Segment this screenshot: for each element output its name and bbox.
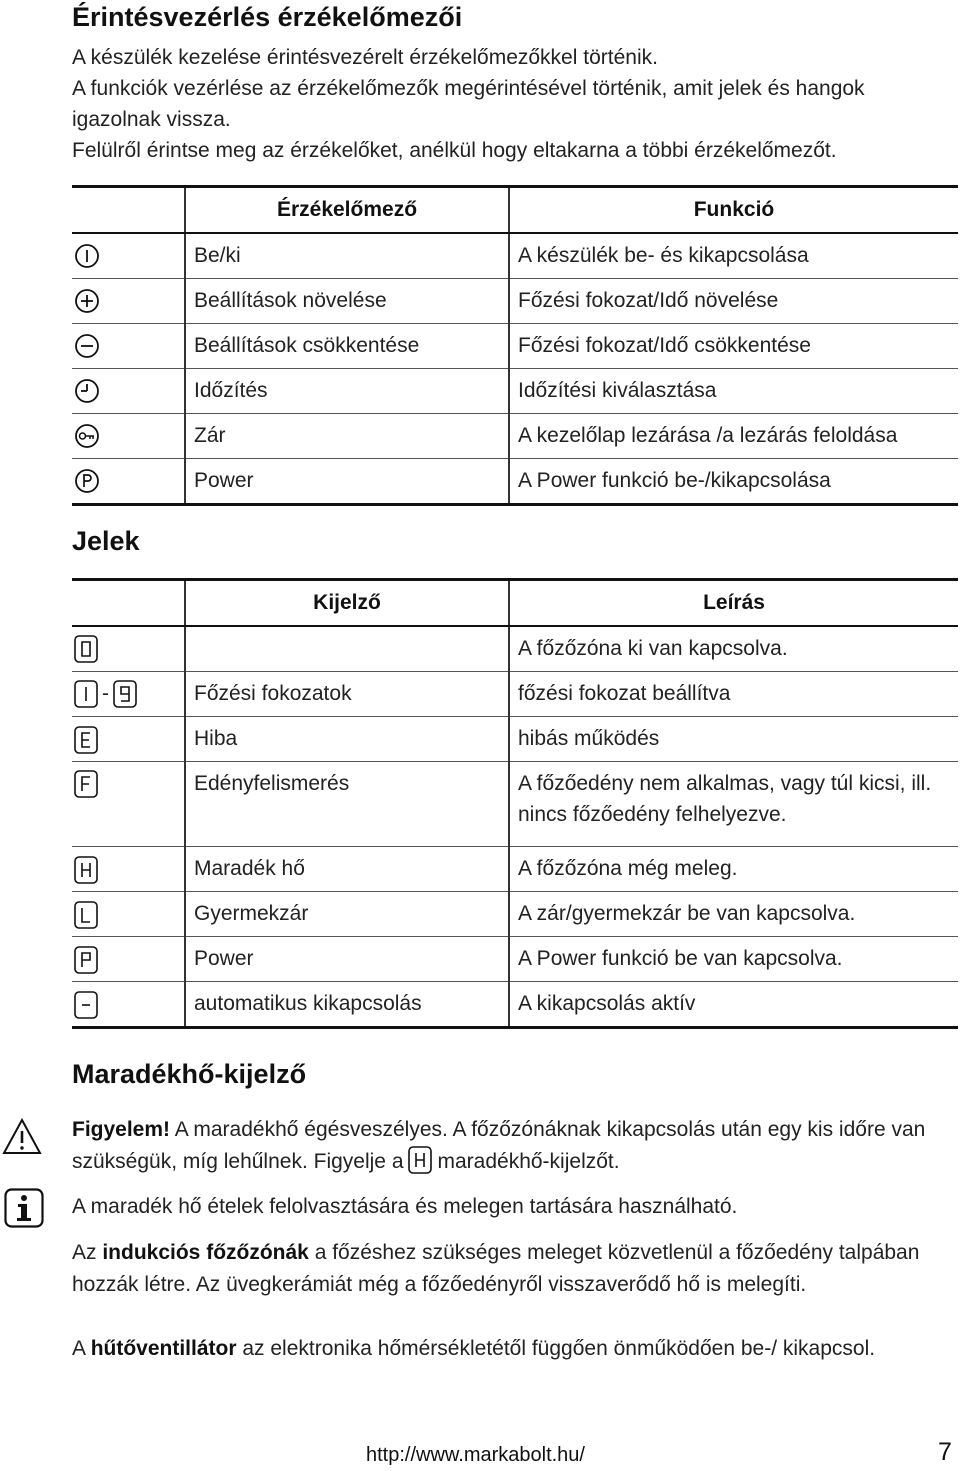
table-row — [72, 762, 958, 847]
fan-bold: hűtőventillátor — [90, 1337, 237, 1360]
sensor-function: A Power funkció be-/kikapcsolása — [509, 459, 958, 505]
sensor-function: Főzési fokozat/Idő növelése — [509, 279, 958, 324]
sensor-field-name: Zár — [185, 414, 509, 459]
sensor-field-name: Időzítés — [185, 369, 509, 414]
table-row — [72, 233, 958, 279]
sensor-function: Időzítési kiválasztása — [509, 369, 958, 414]
power-circle-icon — [74, 243, 100, 269]
section-heading-touch-sensors: Érintésvezérlés érzékelőmezői — [72, 2, 463, 32]
induction-paragraph — [72, 1237, 952, 1301]
intro-paragraph: A funkciók vezérlése az érzékelőmezők megérintésével történik, amit jelek és hangok igazolnak vissza. — [72, 77, 865, 131]
sensor-field-name: Beállítások növelése — [185, 279, 509, 324]
display-description: hibás működés — [509, 717, 958, 762]
table-header-field: Érzékelőmező — [185, 187, 509, 234]
fan-pre: A — [72, 1337, 91, 1360]
sensor-field-table — [72, 185, 958, 506]
footer-url: http://www.markabolt.hu/ — [366, 1444, 585, 1466]
segment-dash-icon — [74, 991, 98, 1019]
info-icon — [4, 1188, 44, 1228]
segment-digit-0-icon — [74, 635, 98, 663]
segment-letter-e-icon — [74, 726, 98, 754]
table-row — [72, 982, 958, 1028]
info-note — [72, 1191, 952, 1223]
section-heading-signals: Jelek — [72, 526, 140, 556]
sensor-function: A készülék be- és kikapcsolása — [509, 233, 958, 279]
segment-letter-l-icon — [74, 901, 98, 929]
display-name: Maradék hő — [185, 847, 509, 892]
key-circle-icon — [74, 423, 100, 449]
display-description: A főzőzóna még meleg. — [509, 847, 958, 892]
display-description: A kikapcsolás aktív — [509, 982, 958, 1028]
table-header-display: Kijelző — [185, 580, 509, 627]
table-row — [72, 626, 958, 672]
display-name: automatikus kikapcsolás — [185, 982, 509, 1028]
display-name: Főzési fokozatok — [185, 672, 509, 717]
intro-text — [72, 42, 952, 166]
warning-label: Figyelem! — [72, 1118, 171, 1141]
segment-digit-1-icon — [74, 680, 98, 708]
info-text: A maradék hő ételek felolvasztására és melegen tartására használható. — [72, 1195, 738, 1218]
induction-post: a főzéshez szükséges meleget közvetlenül a főzőedény talpában hozzák létre. Az üvegkerámiát még a főzőedényről visszaverődő hő is melegíti. — [72, 1241, 920, 1296]
display-description: A Power funkció be van kapcsolva. — [509, 937, 958, 982]
table-row — [72, 672, 958, 717]
table-row — [72, 717, 958, 762]
table-row — [72, 892, 958, 937]
table-row — [72, 847, 958, 892]
intro-paragraph: A készülék kezelése érintésvezérelt érzékelőmezőkkel történik. — [72, 46, 658, 69]
segment-digit-9-icon — [113, 680, 137, 708]
induction-bold: indukciós főzőzónák — [102, 1241, 309, 1264]
segment-letter-f-icon — [74, 770, 98, 798]
clock-circle-icon — [74, 378, 100, 404]
fan-paragraph — [72, 1333, 952, 1365]
induction-pre: Az — [72, 1241, 103, 1264]
warning-note — [72, 1114, 952, 1178]
table-row — [72, 414, 958, 459]
warning-text-end: maradékhő-kijelzőt. — [437, 1150, 620, 1173]
table-header-function: Funkció — [509, 187, 958, 234]
sensor-field-name: Be/ki — [185, 233, 509, 279]
table-row — [72, 279, 958, 324]
warning-text: A maradékhő égésveszélyes. A főzőzónáknak kikapcsolás után egy kis időre van szükségük, míg lehűlnek. Figyelje a — [72, 1118, 926, 1173]
page-number: 7 — [938, 1438, 952, 1466]
sensor-function: A kezelőlap lezárása /a lezárás feloldása — [509, 414, 958, 459]
p-circle-icon — [74, 468, 100, 494]
intro-paragraph: Felülről érintse meg az érzékelőket, anélkül hogy eltakarna a többi érzékelőmezőt. — [72, 139, 837, 162]
warning-triangle-icon — [2, 1118, 42, 1156]
sensor-function: Főzési fokozat/Idő csökkentése — [509, 324, 958, 369]
display-description: A főzőedény nem alkalmas, vagy túl kicsi, ill. nincs főzőedény felhelyezve. — [518, 772, 932, 827]
section-heading-residual-heat: Maradékhő-kijelző — [72, 1059, 307, 1089]
display-name: Power — [185, 937, 509, 982]
table-header-icon — [72, 187, 185, 234]
display-name: Hiba — [185, 717, 509, 762]
table-header-description: Leírás — [509, 580, 958, 627]
sensor-field-name: Beállítások csökkentése — [185, 324, 509, 369]
display-name — [185, 626, 509, 672]
table-row — [72, 459, 958, 505]
table-header-icon — [72, 580, 185, 627]
display-name: Gyermekzár — [185, 892, 509, 937]
table-row — [72, 324, 958, 369]
fan-post: az elektronika hőmérsékletétől függően önműködően be-/ kikapcsol. — [236, 1337, 876, 1360]
plus-circle-icon — [74, 288, 100, 314]
sensor-field-name: Power — [185, 459, 509, 505]
display-description: főzési fokozat beállítva — [509, 672, 958, 717]
display-signal-table — [72, 578, 958, 1029]
table-row — [72, 937, 958, 982]
display-name: Edényfelismerés — [194, 772, 350, 796]
display-description: A zár/gyermekzár be van kapcsolva. — [509, 892, 958, 937]
minus-circle-icon — [74, 333, 100, 359]
table-row — [72, 369, 958, 414]
segment-letter-h-icon — [408, 1146, 432, 1174]
display-description: A főzőzóna ki van kapcsolva. — [509, 626, 958, 672]
segment-letter-h-icon — [74, 856, 98, 884]
segment-letter-p-icon — [74, 946, 98, 974]
range-separator: - — [102, 682, 109, 706]
